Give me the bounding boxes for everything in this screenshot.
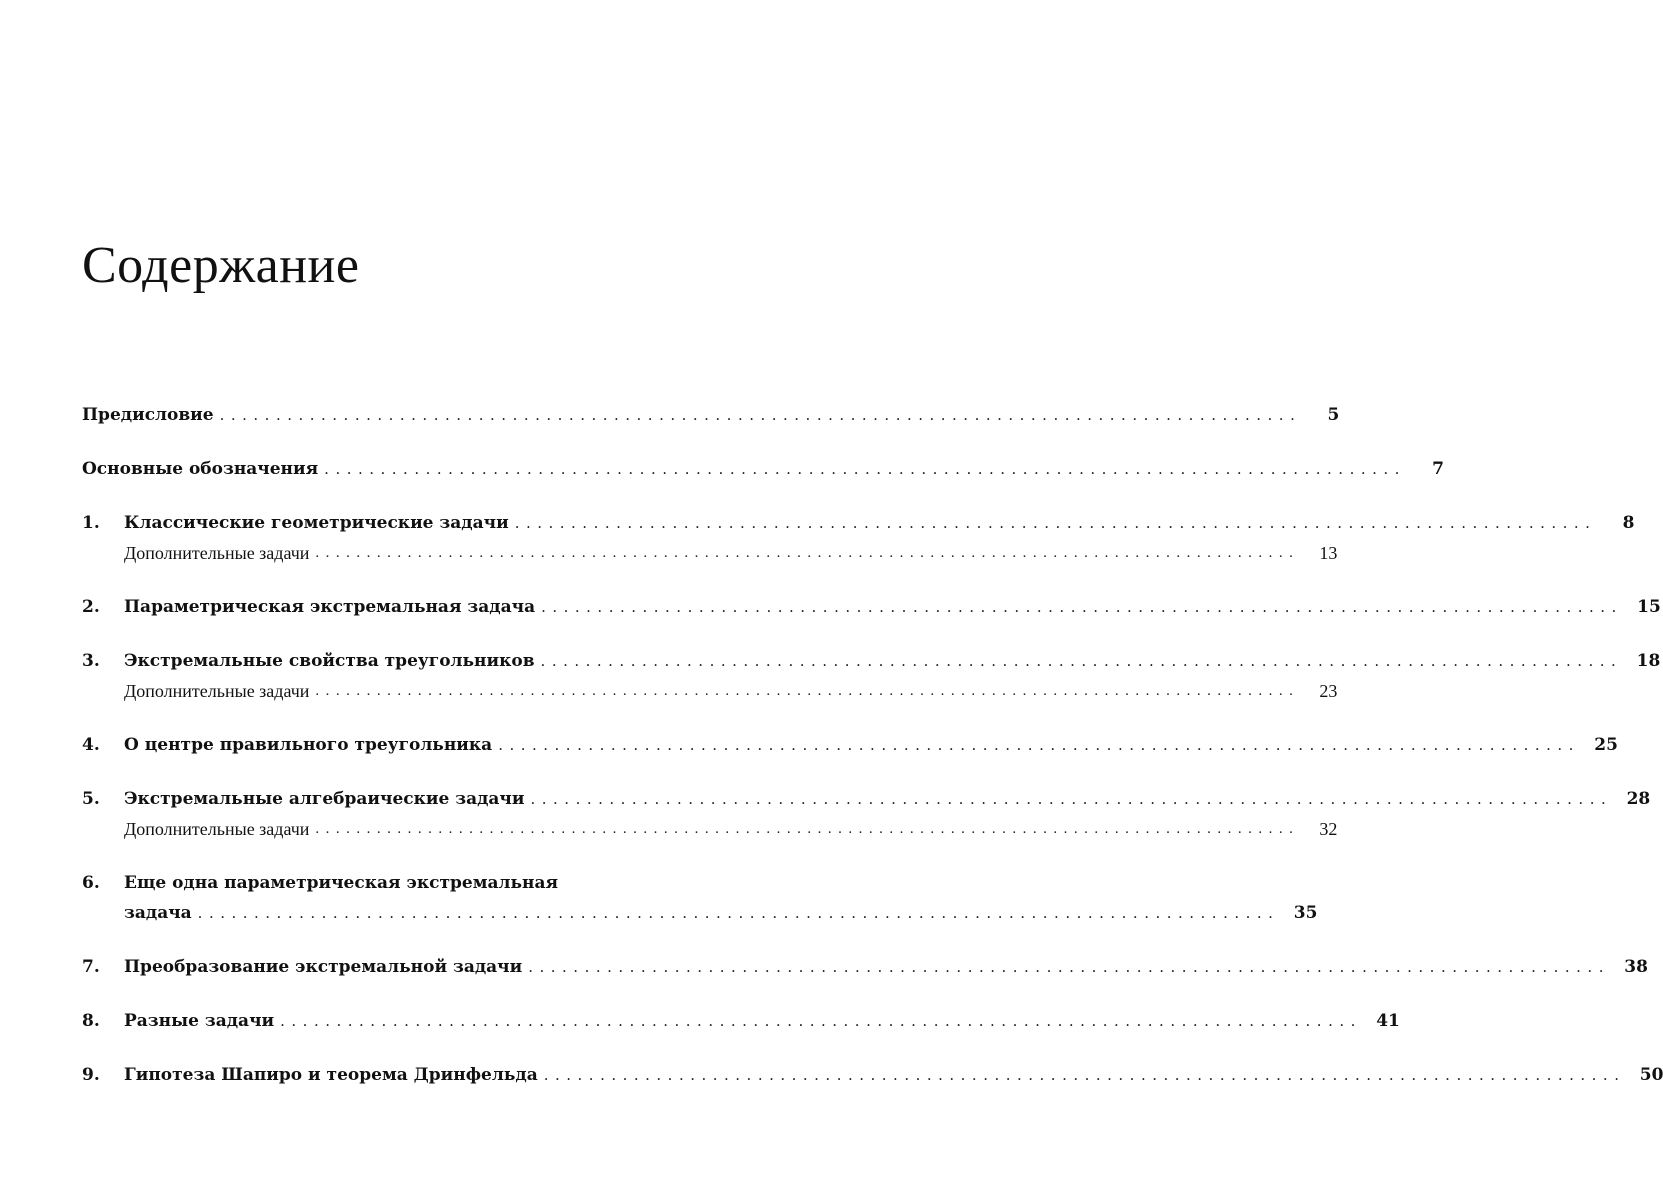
table-of-contents	[82, 400, 1663, 1090]
toc-subentry[interactable]	[82, 814, 1338, 844]
dot-leader: ................................................................................................	[219, 406, 1302, 424]
chapter-number: 7.	[82, 957, 100, 977]
toc-entry-chapter-9[interactable]	[82, 1060, 1663, 1090]
toc-entry-chapter-5[interactable]	[82, 784, 1651, 844]
toc-entry-title: Преобразование экстремальной задачи	[124, 957, 523, 977]
dot-leader: ................................................................................................	[528, 958, 1610, 976]
toc-entry-chapter-1[interactable]	[82, 508, 1635, 568]
toc-entry-title: Экстремальные свойства треугольников	[124, 651, 535, 671]
toc-entry-title-line1: Еще одна параметрическая экстремальная	[124, 873, 559, 893]
page-title: Содержание	[82, 237, 360, 294]
toc-entry-chapter-8[interactable]	[82, 1006, 1400, 1036]
toc-entry-title: Основные обозначения	[82, 459, 319, 479]
toc-subentry-page: 32	[1319, 819, 1338, 839]
toc-subentry-title: Дополнительные задачи	[124, 681, 310, 701]
toc-entry-page: 18	[1636, 651, 1661, 671]
toc-entry-title-line2: задача	[124, 903, 192, 923]
dot-leader: ................................................................................................	[315, 545, 1300, 561]
toc-entry-notation[interactable]	[82, 454, 1444, 484]
chapter-number: 1.	[82, 513, 100, 533]
chapter-number: 6.	[82, 873, 100, 893]
dot-leader: ................................................................................................	[315, 821, 1300, 837]
toc-entry-title: Гипотеза Шапиро и теорема Дринфельда	[124, 1065, 538, 1085]
toc-entry-page: 50	[1639, 1065, 1663, 1085]
dot-leader: ................................................................................................	[498, 736, 1580, 754]
chapter-number: 8.	[82, 1011, 100, 1031]
toc-entry-page: 41	[1376, 1011, 1400, 1031]
toc-entry-page: 5	[1327, 405, 1340, 425]
dot-leader: ................................................................................................	[540, 652, 1623, 670]
toc-entry-page: 28	[1626, 789, 1651, 809]
chapter-number: 9.	[82, 1065, 100, 1085]
dot-leader: ................................................................................................	[514, 514, 1597, 532]
chapter-number: 3.	[82, 651, 100, 671]
dot-leader: ................................................................................................	[530, 790, 1613, 808]
dot-leader: ................................................................................................	[324, 460, 1406, 478]
dot-leader: ................................................................................................	[541, 598, 1623, 616]
chapter-number: 2.	[82, 597, 100, 617]
toc-subentry-page: 13	[1319, 543, 1338, 563]
toc-entry-chapter-4[interactable]	[82, 730, 1618, 760]
toc-entry-chapter-7[interactable]	[82, 952, 1648, 982]
toc-entry-preface[interactable]	[82, 400, 1340, 430]
toc-entry-title: Классические геометрические задачи	[124, 513, 509, 533]
toc-entry-chapter-2[interactable]	[82, 592, 1661, 622]
toc-entry-page: 7	[1432, 459, 1444, 479]
chapter-number: 4.	[82, 735, 100, 755]
toc-entry-page: 25	[1594, 735, 1618, 755]
toc-subentry-title: Дополнительные задачи	[124, 543, 310, 563]
dot-leader: ................................................................................................	[280, 1012, 1362, 1030]
toc-entry-page: 35	[1293, 903, 1318, 923]
toc-entry-title: Разные задачи	[124, 1011, 275, 1031]
toc-entry-page: 8	[1622, 513, 1635, 533]
toc-entry-page: 15	[1637, 597, 1661, 617]
toc-entry-title: Экстремальные алгебраические задачи	[124, 789, 525, 809]
dot-leader: ................................................................................................	[197, 904, 1280, 922]
toc-entry-chapter-6[interactable]	[82, 868, 1318, 928]
toc-subentry[interactable]	[82, 538, 1338, 568]
toc-entry-page: 38	[1624, 957, 1648, 977]
chapter-number: 5.	[82, 789, 100, 809]
toc-subentry[interactable]	[82, 676, 1338, 706]
dot-leader: ................................................................................................	[315, 683, 1300, 699]
toc-entry-title: Предисловие	[82, 405, 214, 425]
toc-entry-title: Параметрическая экстремальная задача	[124, 597, 536, 617]
dot-leader: ................................................................................................	[543, 1066, 1626, 1084]
toc-entry-chapter-3[interactable]	[82, 646, 1661, 706]
toc-subentry-title: Дополнительные задачи	[124, 819, 310, 839]
toc-entry-title: О центре правильного треугольника	[124, 735, 493, 755]
toc-subentry-page: 23	[1319, 681, 1338, 701]
